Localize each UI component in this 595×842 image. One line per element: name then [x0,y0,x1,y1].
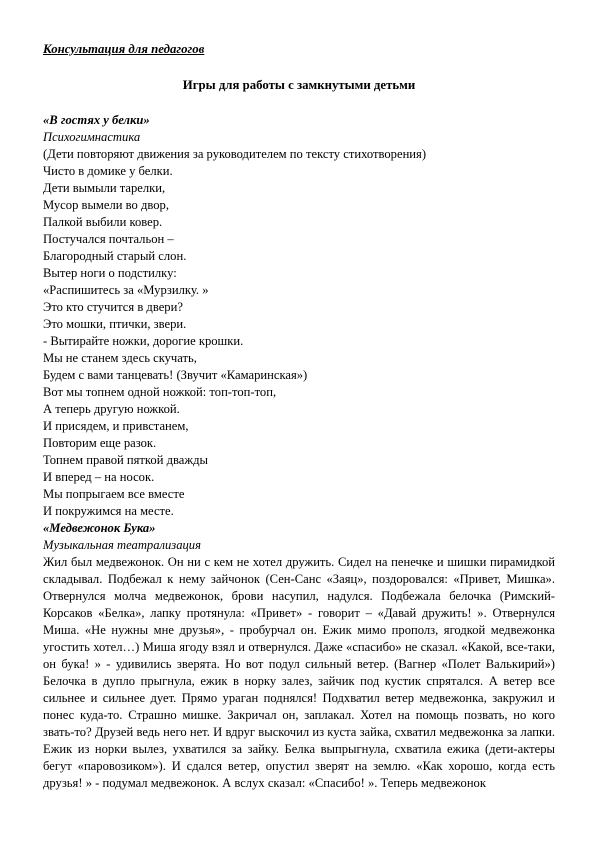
poem-line: Вытер ноги о подстилку: [43,266,177,280]
poem-line: Это мошки, птички, звери. [43,317,187,331]
poem-line: Мы попрыгаем все вместе [43,487,185,501]
poem-line: И покружимся на месте. [43,504,174,518]
section-subtitle: Музыкальная театрализация [43,538,201,552]
document-title: Игры для работы с замкнутыми детьми [182,78,416,92]
poem [43,146,555,520]
poem-line: Мусор вымели во двор, [43,198,169,212]
poem-line: И вперед – на носок. [43,470,155,484]
section-belka [43,112,555,520]
poem-line: Палкой выбили ковер. [43,215,163,229]
consultation-heading: Консультация для педагогов [43,42,205,56]
poem-line: «Распишитесь за «Мурзилку. » [43,283,209,297]
poem-line: Дети вымыли тарелки, [43,181,166,195]
poem-line: А теперь другую ножкой. [43,402,180,416]
story-paragraph: Жил был медвежонок. Он ни с кем не хотел дружить. Сидел на пенечке и шишки пирамидкой складывал. Подбежал к нему зайчонок (Сен-Санс «Заяц», поздоровался: «Привет, Мишка». Отвернулся молча медвежонок, брови насупил, надулся. Подбежала белочка (Римский-Корсаков «Белка», лапку протянула: «Привет» - говорит – «Давай дружить! ». Отвернулся Миша. «Не нужны мне друзья», - пробурчал он. Ежик мимо прополз, ягодкой медвежонка угостить хотел…) Миша ягоду взял и отвернулся. Даже «спасибо» не сказал. «Какой, все-таки, он бука! » - удивились зверята. Но вот подул сильный ветер. (Вагнер «Полет Валькирий») Белочка в дупло прыгнула, ежик в норку залез, зайчик под кустик спрятался. А ветер все сильнее и сильнее дует. Прямо ураган поднялся! Подхватил ветер медвежонка, закружил и понес куда-то. Страшно мишке. Закричал он, заплакал. Хотел на помощь позвать, но кого звать-то? Друзей ведь него нет. И вдруг выскочил из куста зайка, схватил медвежонка за лапки. Ежик из норки вылез, ухватился за зайку. Белка выпрыгнула, схватила ежика (дети-актеры бегут «паровозиком»). И сдался ветер, опустил зверят на землю. «Как хорошо, когда есть друзья! » - подумал медвежонок. А вслух сказал: «Спасибо! ». Теперь медвежонок [43,555,555,790]
poem-line: Мы не станем здесь скучать, [43,351,197,365]
poem-line: Повторим еще разок. [43,436,157,450]
section-subtitle: Психогимнастика [43,130,141,144]
poem-line: Благородный старый слон. [43,249,187,263]
poem-line: Чисто в домике у белки. [43,164,173,178]
poem-line: Топнем правой пяткой дважды [43,453,208,467]
poem-line: Это кто стучится в двери? [43,300,183,314]
poem-line: Будем с вами танцевать! (Звучит «Камаринская») [43,368,308,382]
poem-line: (Дети повторяют движения за руководителем по тексту стихотворения) [43,147,427,161]
poem-line: Постучался почтальон – [43,232,174,246]
section-title: «В гостях у белки» [43,113,150,127]
poem-line: Вот мы топнем одной ножкой: топ-топ-топ, [43,385,277,399]
section-medvezhonok [43,520,555,792]
section-title: «Медвежонок Бука» [43,521,156,535]
poem-line: - Вытирайте ножки, дорогие крошки. [43,334,244,348]
poem-line: И присядем, и привстанем, [43,419,189,433]
